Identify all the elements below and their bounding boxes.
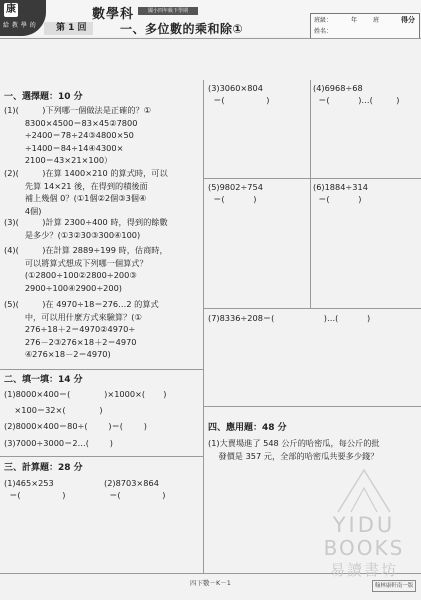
question-2: (2)( )在算 1400×210 的算式時，可以 先算 14×21 後，在得到的積後面 補上幾個 0？(①1個②2個③3個④ 4個) [4, 168, 168, 216]
calc-7: (7)8336÷208＝( )…( ) [208, 313, 371, 323]
calc-2-expression: (2)8703×864 [104, 478, 159, 488]
brand-mark: 康 [6, 4, 16, 15]
watermark-line-1: YIDU [332, 513, 396, 537]
section-word-problems: 四、應用題：48 分 [208, 423, 287, 433]
fill-1-line-2: ×100＝32×( ) [4, 405, 103, 415]
watermark-logo [318, 466, 410, 584]
publisher-tag: 翰林康軒南一版 [372, 580, 416, 592]
brand-subtitle: 給 教 學 的 [3, 22, 37, 29]
question-3: (3)( )計算 2300÷400 時，得到的餘數 是多少？(①3②30③300④100) [4, 217, 168, 240]
section-fill-in: 二、填一填：14 分 [4, 375, 83, 385]
year-label: 年 [351, 17, 358, 24]
right-inner-divider [310, 80, 311, 308]
brand-logo [0, 0, 46, 36]
calc-6-answer: ＝( ) [313, 194, 362, 204]
ban-label: 班 [373, 17, 380, 24]
column-divider [203, 80, 204, 573]
subject-title: 數學科 [92, 7, 135, 22]
calc-6-expression: (6)1884÷314 [313, 182, 368, 192]
fill-2: (2)8000×400＝80÷( )＝( ) [4, 421, 147, 431]
score-label: 得分 [401, 16, 415, 24]
calc-2-answer: ＝( ) [104, 490, 166, 500]
section-calculation: 三、計算題：28 分 [4, 463, 83, 473]
watermark-line-3: 易讀書坊 [329, 561, 398, 579]
page-title: 一、多位數的乘和除① [120, 22, 244, 36]
right-row-divider-1 [203, 178, 421, 179]
calc-5-answer: ＝( ) [208, 194, 257, 204]
calc-3-expression: (3)3060×804 [208, 83, 263, 93]
right-row-divider-2 [203, 308, 421, 309]
calc-4-answer: ＝( )…( ) [313, 95, 400, 105]
fill-3: (3)7000÷3000＝2…( ) [4, 438, 113, 448]
header [0, 0, 421, 36]
name-label: 姓名： [314, 28, 333, 35]
question-1: (1)( )下列哪一個做法是正確的？① 8300×4500＝83×45②7800 ÷2400＝78÷24③4800×50 ÷1400＝84÷14④4300× 2100＝43×21×100） [4, 105, 151, 165]
calc-5-expression: (5)9802÷754 [208, 182, 263, 192]
calc-1-expression: (1)465×253 [4, 478, 54, 488]
page-number: 四下數－K－1 [190, 579, 231, 587]
header-divider [0, 38, 421, 39]
mountain-icon [318, 466, 410, 516]
question-4: (4)( )在計算 2889÷199 時，估商時， 可以將算式想成下列哪一個算式？ (①2800÷100②2800÷200③ 2900÷100④2900÷200) [4, 245, 168, 293]
left-divider-2 [0, 456, 203, 457]
left-divider-1 [0, 369, 203, 370]
watermark-line-2: BOOKS [323, 536, 405, 560]
calc-3-answer: ＝( ) [208, 95, 270, 105]
lesson-number: 第 1 回 [44, 22, 93, 35]
fill-1-line-1: (1)8000×400＝( )×1000×( ) [4, 389, 167, 399]
question-5: (5)( )在 4970÷18＝276…2 的算式 中，可以用什麼方式來驗算？(① 276÷18＋2＝4970②4970÷ 276－2③276×18＋2＝4970 ④276×18－2＝4970) [4, 299, 159, 359]
calc-1-answer: ＝( ) [4, 490, 66, 500]
section-multiple-choice: 一、選擇題：10 分 [4, 92, 83, 102]
calc-4-expression: (4)6968÷68 [313, 83, 363, 93]
word-problem-1: (1)大賣場進了 548 公斤的哈密瓜，每公斤的批 發價是 357 元，全部的哈密瓜共要多少錢？ [208, 438, 380, 461]
class-label: 班級： [314, 17, 333, 24]
grade-bar: 國小四年級下學期 [138, 7, 198, 15]
right-row-divider-3 [203, 406, 421, 407]
